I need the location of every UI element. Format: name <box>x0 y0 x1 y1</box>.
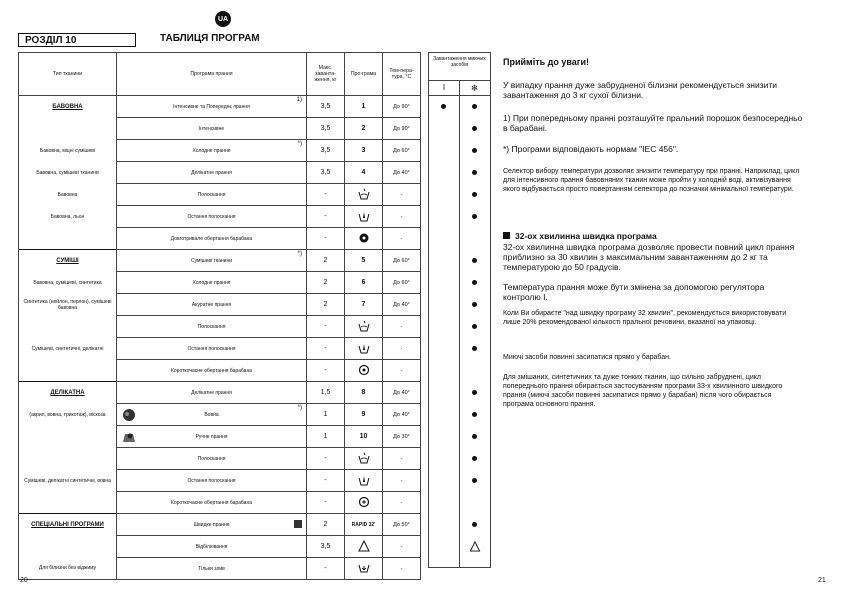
detergent-header: Завантаження миючих засобів <box>429 53 490 81</box>
program-label: Холодне прання <box>192 279 231 286</box>
program-label: Остання полоскання <box>187 477 236 484</box>
program-label: Короткочасне обертання барабана <box>170 499 252 506</box>
program-label: Остання полоскання <box>187 213 236 220</box>
max-load: 3,5 <box>307 96 345 118</box>
fabric-type <box>19 426 117 448</box>
program-label: Делікатне прання <box>191 389 232 396</box>
table-row <box>19 96 421 118</box>
program-number <box>345 228 383 250</box>
table-row <box>19 338 421 360</box>
fabric-type <box>19 228 117 250</box>
section-label: РОЗДІЛ 10 <box>18 33 136 47</box>
program-label: Інтенсивне <box>198 125 225 132</box>
header-temperature: Тем-пера-тура, °C <box>383 53 421 96</box>
max-load: 1 <box>307 426 345 448</box>
fabric-type <box>19 448 117 470</box>
fabric-type: Бавовна, сумішеві, синтетика <box>19 272 117 294</box>
fabric-type: Сумішеві, делікатні синтетичні, вовна <box>19 470 117 492</box>
program-label: Полоскання <box>197 455 226 462</box>
fabric-type: БАВОВНА <box>19 96 117 118</box>
detergent-dot <box>472 192 477 197</box>
program-name <box>117 382 307 404</box>
temperature: До 60° <box>383 272 421 294</box>
page-number-right: 21 <box>818 577 826 584</box>
table-row <box>19 272 421 294</box>
table-row <box>19 250 421 272</box>
temperature: - <box>383 558 421 580</box>
max-load: 2 <box>307 514 345 536</box>
note-heading: Прийміть до уваги! <box>503 57 590 67</box>
temperature: До 60° <box>383 140 421 162</box>
temperature: До 90° <box>383 118 421 140</box>
program-number: 4 <box>345 162 383 184</box>
temperature: До 40° <box>383 404 421 426</box>
table-row <box>19 426 421 448</box>
temperature: - <box>383 184 421 206</box>
program-number: 6 <box>345 272 383 294</box>
table-row <box>19 470 421 492</box>
program-label: Довготривале обертання барабана <box>170 235 253 242</box>
detergent-dot <box>472 346 477 351</box>
max-load: - <box>307 492 345 514</box>
max-load: 3,5 <box>307 162 345 184</box>
header-type: Тип тканини <box>19 53 117 96</box>
table-row <box>19 316 421 338</box>
spin-icon <box>358 232 370 244</box>
table-row <box>19 360 421 382</box>
detergent-dot <box>472 478 477 483</box>
note-p7: Коли Ви обираєте "над швидку програму 32 хвилин", рекомендується використовувати лише 20% рекомендованої кількості пральної речовини, вказаної на упаковці. <box>503 310 787 326</box>
fabric-type: Синтетика (нейлон, перлон), сумішеві бавовна <box>19 294 117 316</box>
max-load: 3,5 <box>307 536 345 558</box>
max-load: 3,5 <box>307 118 345 140</box>
fabric-type: СУМІШІ <box>19 250 117 272</box>
temperature: - <box>383 206 421 228</box>
drain-icon <box>358 562 370 574</box>
detergent-dot <box>472 170 477 175</box>
program-label: Остання полоскання <box>187 345 236 352</box>
header-program-number: Про-грама <box>345 53 383 96</box>
rapid-square-icon <box>503 232 510 239</box>
fabric-type: СПЕЦІАЛЬНІ ПРОГРАМИ <box>19 514 117 536</box>
program-label: Акуратне прання <box>191 301 232 308</box>
program-name <box>117 404 307 426</box>
program-label: Ручне прання <box>195 433 228 440</box>
program-label: Делікатне прання <box>191 169 232 176</box>
page-number-left: 20 <box>20 577 28 584</box>
temperature: - <box>383 536 421 558</box>
max-load: 1 <box>307 404 345 426</box>
program-label: Сумішеві тканини <box>190 257 233 264</box>
program-label: Холодне прання <box>192 147 231 154</box>
program-number: 1 <box>345 96 383 118</box>
fabric-type: Бавовна, льон <box>19 206 117 228</box>
table-row <box>19 514 421 536</box>
program-label: Тільки злив <box>198 565 225 572</box>
detergent-dot <box>472 280 477 285</box>
temperature: - <box>383 316 421 338</box>
temperature: - <box>383 360 421 382</box>
program-number <box>345 184 383 206</box>
temperature: До 30° <box>383 426 421 448</box>
program-label: Полоскання <box>197 191 226 198</box>
program-label: Полоскання <box>197 323 226 330</box>
bleach-triangle-icon <box>469 541 481 552</box>
program-name <box>117 96 307 118</box>
program-number <box>345 492 383 514</box>
program-number: 2 <box>345 118 383 140</box>
detergent-dot <box>472 522 477 527</box>
rinse-icon <box>358 452 370 464</box>
rapid-title: 32-ох хвилинна швидка програма <box>503 231 815 241</box>
max-load: - <box>307 206 345 228</box>
max-load: - <box>307 316 345 338</box>
table-row <box>19 382 421 404</box>
note-p8: Миючі засоби повинні засипатися прямо у барабан. <box>503 354 671 361</box>
program-number: 3 <box>345 140 383 162</box>
fabric-type: (акрил, вовна, трикотаж), віскоза <box>19 404 117 426</box>
program-name <box>117 250 307 272</box>
fabric-type: Для білизни без віджиму <box>19 558 117 580</box>
program-number: 8 <box>345 382 383 404</box>
softener-icon <box>358 474 370 486</box>
table-row <box>19 404 421 426</box>
max-load: 2 <box>307 294 345 316</box>
program-number: 7 <box>345 294 383 316</box>
note-p4: Селектор вибору температури дозволяє знизити температуру при пранні. Наприклад, цикл для інтенсивного прання бавовняних тканин може пройти у холодній воді, активізування якого відбувається просто повертанням селектора до позначки мінімальної температури. <box>503 168 800 193</box>
program-name <box>117 448 307 470</box>
table-row <box>19 294 421 316</box>
table-row <box>19 184 421 206</box>
detergent-dot <box>472 302 477 307</box>
program-name <box>117 206 307 228</box>
program-number: 5 <box>345 250 383 272</box>
note-p6: Температура прання може бути змінена за допомогою регулятора контролю I. <box>503 282 765 302</box>
max-load: - <box>307 448 345 470</box>
program-name <box>117 558 307 580</box>
softener-icon <box>358 210 370 222</box>
detergent-dot <box>441 104 446 109</box>
program-number <box>345 536 383 558</box>
program-note: *) <box>297 405 302 411</box>
program-label: Інтенсивне та Попереднє прання <box>173 103 250 110</box>
program-name <box>117 492 307 514</box>
table-row <box>19 140 421 162</box>
max-load: 2 <box>307 250 345 272</box>
rinse-icon <box>358 188 370 200</box>
detergent-column <box>428 52 491 568</box>
program-label: Вовна <box>204 411 219 418</box>
rapid-square-icon <box>294 520 302 528</box>
program-name <box>117 338 307 360</box>
temperature: - <box>383 338 421 360</box>
fabric-type: Бавовна, міцні сумішеві <box>19 140 117 162</box>
program-number: 10 <box>345 426 383 448</box>
rinse-icon <box>358 320 370 332</box>
temperature: - <box>383 492 421 514</box>
table-row <box>19 206 421 228</box>
program-number <box>345 360 383 382</box>
table-row <box>19 492 421 514</box>
fabric-type <box>19 118 117 140</box>
program-name <box>117 514 307 536</box>
program-name <box>117 536 307 558</box>
max-load: - <box>307 228 345 250</box>
program-number <box>345 206 383 228</box>
fabric-type: Бавовна, сумішеві тканини <box>19 162 117 184</box>
max-load: 3,5 <box>307 140 345 162</box>
program-table <box>18 52 421 580</box>
softener-icon <box>358 342 370 354</box>
program-number <box>345 448 383 470</box>
temperature: - <box>383 448 421 470</box>
detergent-dot <box>472 148 477 153</box>
program-number <box>345 470 383 492</box>
hand-wash-icon <box>121 430 137 444</box>
temperature: - <box>383 470 421 492</box>
program-number <box>345 338 383 360</box>
table-row <box>19 118 421 140</box>
program-note: 1) <box>296 97 302 103</box>
detergent-col-1: I <box>429 81 460 96</box>
bleach-icon <box>358 540 370 552</box>
program-name <box>117 316 307 338</box>
detergent-dot <box>472 214 477 219</box>
program-label: Короткочасне обертання барабана <box>170 367 252 374</box>
header-max-load: Макс. заванта-ження, кг <box>307 53 345 96</box>
fabric-type <box>19 316 117 338</box>
note-p9: Для змішаних, синтетичних та дуже тонких тканин, що сильно забруднені, цикл попереднього прання обирається застосуванням програми 33-х хвилинного швидкого прання (миючі засоби повинні засипатися прямо у барабан) після чого обирається програма основного прання. <box>503 374 783 408</box>
temperature: До 40° <box>383 162 421 184</box>
program-name <box>117 228 307 250</box>
temperature: До 40° <box>383 294 421 316</box>
program-note: *) <box>297 251 302 257</box>
note-p3: *) Програми відповідають нормам "IEC 456". <box>503 144 679 154</box>
fabric-type <box>19 360 117 382</box>
program-number <box>345 558 383 580</box>
detergent-dot <box>472 104 477 109</box>
program-label: Швидке прання <box>193 521 230 528</box>
wool-icon <box>121 408 137 422</box>
page-title: ТАБЛИЦЯ ПРОГРАМ <box>160 33 260 44</box>
table-row <box>19 536 421 558</box>
temperature: До 40° <box>383 382 421 404</box>
detergent-col-2: ❄ <box>459 81 490 96</box>
program-name <box>117 360 307 382</box>
program-name <box>117 162 307 184</box>
max-load: 1,5 <box>307 382 345 404</box>
program-name <box>117 272 307 294</box>
max-load: - <box>307 184 345 206</box>
table-row <box>19 558 421 580</box>
detergent-dot <box>472 126 477 131</box>
program-name <box>117 184 307 206</box>
temperature: До 60° <box>383 250 421 272</box>
program-label: Відбілювання <box>195 543 228 550</box>
program-name <box>117 140 307 162</box>
table-row <box>19 228 421 250</box>
program-note: *) <box>297 141 302 147</box>
note-p5: 32-ох хвилинна швидка програма дозволяє провести повний цикл прання приблизно за 30 хвилин з максимальним завантаженням до 2 кг та температурою до 50 градусів. <box>503 242 795 272</box>
language-badge: UA <box>215 11 231 27</box>
table-row <box>19 448 421 470</box>
max-load: - <box>307 558 345 580</box>
fabric-type: ДЕЛІКАТНА <box>19 382 117 404</box>
temperature: До 90° <box>383 96 421 118</box>
short-spin-icon <box>358 364 370 376</box>
temperature: - <box>383 228 421 250</box>
fabric-type: Бавовна <box>19 184 117 206</box>
short-spin-icon <box>358 496 370 508</box>
detergent-dot <box>472 412 477 417</box>
program-number: 9 <box>345 404 383 426</box>
program-number <box>345 316 383 338</box>
header-program: Програма прання <box>117 53 307 96</box>
program-name <box>117 118 307 140</box>
program-name <box>117 470 307 492</box>
temperature: До 50° <box>383 514 421 536</box>
detergent-dot <box>472 258 477 263</box>
program-name <box>117 294 307 316</box>
max-load: - <box>307 360 345 382</box>
note-p1: У випадку прання дуже забрудненої білизни рекомендується знизити завантаження до 3 кг сухої білизни. <box>503 80 777 100</box>
fabric-type <box>19 536 117 558</box>
max-load: - <box>307 338 345 360</box>
fabric-type: Сумішеві, синтетичні, делікатні <box>19 338 117 360</box>
detergent-dot <box>472 434 477 439</box>
program-name <box>117 426 307 448</box>
max-load: - <box>307 470 345 492</box>
detergent-dot <box>472 324 477 329</box>
detergent-dot <box>472 390 477 395</box>
detergent-dot <box>472 456 477 461</box>
max-load: 2 <box>307 272 345 294</box>
fabric-type <box>19 492 117 514</box>
program-number: RAPID 32' <box>345 514 383 536</box>
table-row <box>19 162 421 184</box>
note-p2: 1) При попередньому пранні розташуйте пральний порошок безпосередньо в барабані. <box>503 113 803 133</box>
